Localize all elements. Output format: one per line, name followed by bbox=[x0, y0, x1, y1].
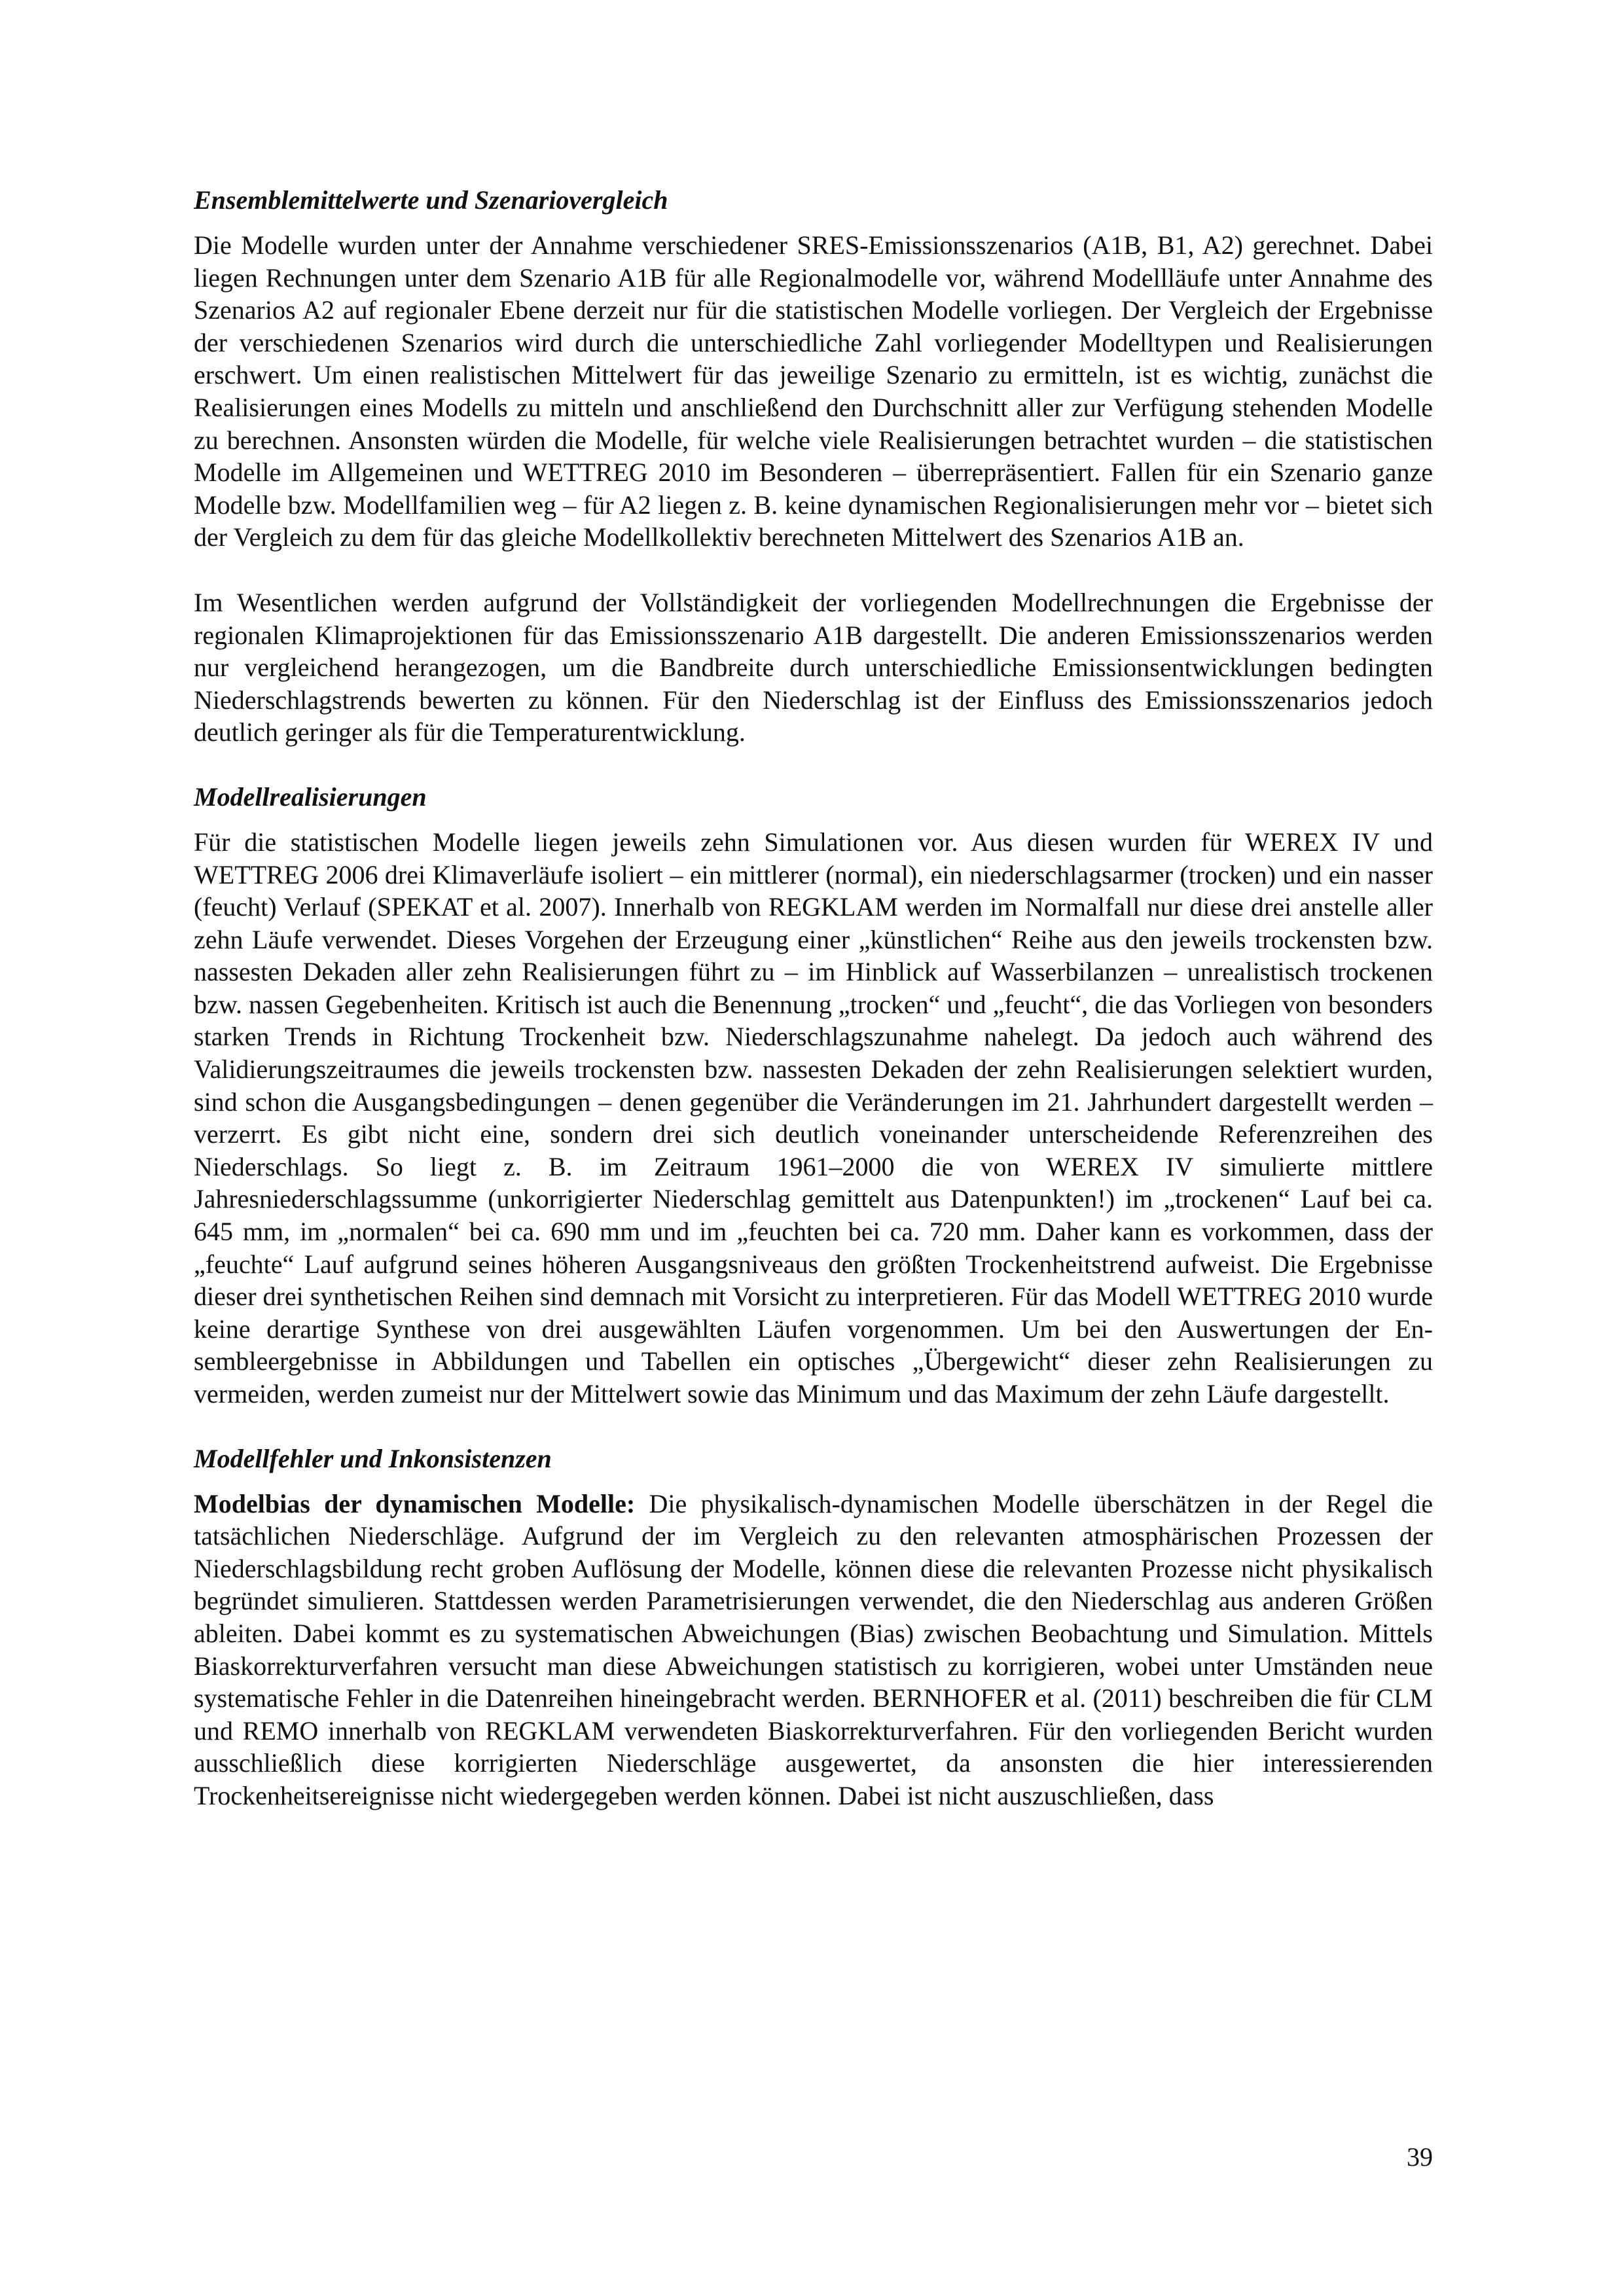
paragraph-modelbias bbox=[194, 1488, 1433, 1812]
section-heading-modellfehler: Modellfehler und Inkonsistenzen bbox=[194, 1443, 552, 1473]
modelbias-text: Die physikalisch-dynamischen Modelle überschätzen in der Regel die tatsächlichen Niederschläge. Aufgrund der im Vergleich zu den relevanten atmosphärischen Prozessen der Niederschlagsbildung recht groben Auflösung der Modelle, können diese die relevanten Prozesse nicht physikalisch begründet simulieren. Stattdessen werden Parametrisierungen verwendet, die den Niederschlag aus anderen Größen ableiten. Dabei kommt es zu systematischen Abweichungen (Bias) zwischen Beobachtung und Simulation. Mittels Biaskorrekturverfahren versucht man diese Abweichungen statistisch zu korrigieren, wobei unter Umständen neue systematische Fehler in die Datenreihen hineingebracht werden. BERNHOFER et al. (2011) beschreiben die für CLM und REMO innerhalb von REGKLAM verwendeten Biaskorrekturverfahren. Für den vorliegenden Bericht wurden ausschließlich diese korrigierten Niederschläge ausgewertet, da ansonsten die hier interessierenden Trockenheitsereignisse nicht wiedergegeben werden können. Dabei ist nicht auszuschließen, dass bbox=[194, 1488, 1433, 1810]
paragraph-szenarios: Die Modelle wurden unter der Annahme verschiedener SRES-Emissionsszenarios (A1B, B1, A2) gerechnet. Dabei liegen Rechnungen unter dem Szenario A1B für alle Regionalmodelle vor, während Modellläufe unter Annahme des Szenarios A2 auf regionaler Ebene derzeit nur für die statistischen Modelle vorliegen. Der Vergleich der Ergebnisse der verschiedenen Szenarios wird durch die unterschiedliche Zahl vorliegender Modelltypen und Realisierungen erschwert. Um einen realistischen Mittelwert für das jeweilige Szenario zu ermitteln, ist es wichtig, zunächst die Realisierungen eines Modells zu mitteln und anschließend den Durchschnitt aller zur Verfügung stehenden Modelle zu berechnen. Ansonsten würden die Modelle, für welche viele Realisierungen betrachtet wurden – die statistischen Modelle im Allgemeinen und WETTREG 2010 im Besonderen – überrepräsentiert. Fallen für ein Szenario ganze Modelle bzw. Modellfamilien weg – für A2 liegen z. B. keine dynamischen Regionalisierungen mehr vor – bietet sich der Vergleich zu dem für das gleiche Modellkollektiv berechneten Mittelwert des Szenarios A1B an. bbox=[194, 230, 1433, 552]
paragraph-simulationen: Für die statistischen Modelle liegen jeweils zehn Simulationen vor. Aus diesen wurden für WEREX IV und WETTREG 2006 drei Klimaverläufe isoliert – ein mittlerer (normal), ein niederschlagsarmer (trocken) und ein nasser (feucht) Verlauf (SPEKAT et al. 2007). Innerhalb von REGKLAM werden im Normalfall nur diese drei anstelle aller zehn Läufe verwendet. Dieses Vorgehen der Erzeugung einer „künstlichen“ Reihe aus den jeweils trockensten bzw. nassesten Dekaden aller zehn Realisierungen führt zu – im Hinblick auf Wasserbilanzen – unrealistisch trockenen bzw. nassen Gegebenheiten. Kritisch ist auch die Benennung „trocken“ und „feucht“, die das Vorliegen von besonders starken Trends in Richtung Trockenheit bzw. Niederschlagszunahme nahelegt. Da jedoch auch während des Validierungszeitraumes die jeweils trockensten bzw. nassesten Dekaden der zehn Realisierungen selektiert wurden, sind schon die Ausgangsbedingungen – denen gegenüber die Veränderungen im 21. Jahrhundert dargestellt werden – verzerrt. Es gibt nicht eine, sondern drei sich deutlich voneinander unterscheidende Referenzreihen des Niederschlags. So liegt z. B. im Zeitraum 1961–2000 die von WEREX IV simulierte mittlere Jahresniederschlagssumme (unkorrigierter Niederschlag gemittelt aus Datenpunkten!) im „trockenen“ Lauf bei ca. 645 mm, im „normalen“ bei ca. 690 mm und im „feuchten bei ca. 720 mm. Daher kann es vorkommen, dass der „feuchte“ Lauf aufgrund seines höheren Ausgangsniveaus den größten Trockenheitstrend aufweist. Die Ergebnisse dieser drei synthetischen Reihen sind demnach mit Vorsicht zu interpretieren. Für das Modell WETTREG 2010 wurde keine derartige Synthese von drei ausgewählten Läufen vorgenommen. Um bei den Auswertungen der Ensembleergebnisse in Abbildungen und Tabellen ein optisches „Übergewicht“ dieser zehn Realisierungen zu vermeiden, werden zumeist nur der Mittelwert sowie das Minimum und das Maximum der zehn Läufe dargestellt. bbox=[194, 827, 1433, 1408]
section-heading-ensemble: Ensemblemittelwerte und Szenariovergleich bbox=[194, 185, 668, 215]
paragraph-emissionsszenario: Im Wesentlichen werden aufgrund der Vollständigkeit der vorliegenden Modellrechnungen die Ergebnisse der regionalen Klimaprojektionen für das Emissionsszenario A1B dargestellt. Die anderen Emissionsszenarios werden nur vergleichend herangezogen, um die Bandbreite durch unterschiedliche Emissionsentwicklungen bedingten Niederschlagstrends bewerten zu können. Für den Niederschlag ist der Einfluss des Emissionsszenarios jedoch deutlich geringer als für die Temperaturentwicklung. bbox=[194, 587, 1433, 747]
page-number: 39 bbox=[1407, 2142, 1433, 2172]
modelbias-lead: Modelbias der dynamischen Modelle: bbox=[194, 1488, 636, 1518]
page-content bbox=[194, 185, 1433, 1812]
section-heading-modellrealisierungen: Modellrealisierungen bbox=[194, 781, 427, 812]
